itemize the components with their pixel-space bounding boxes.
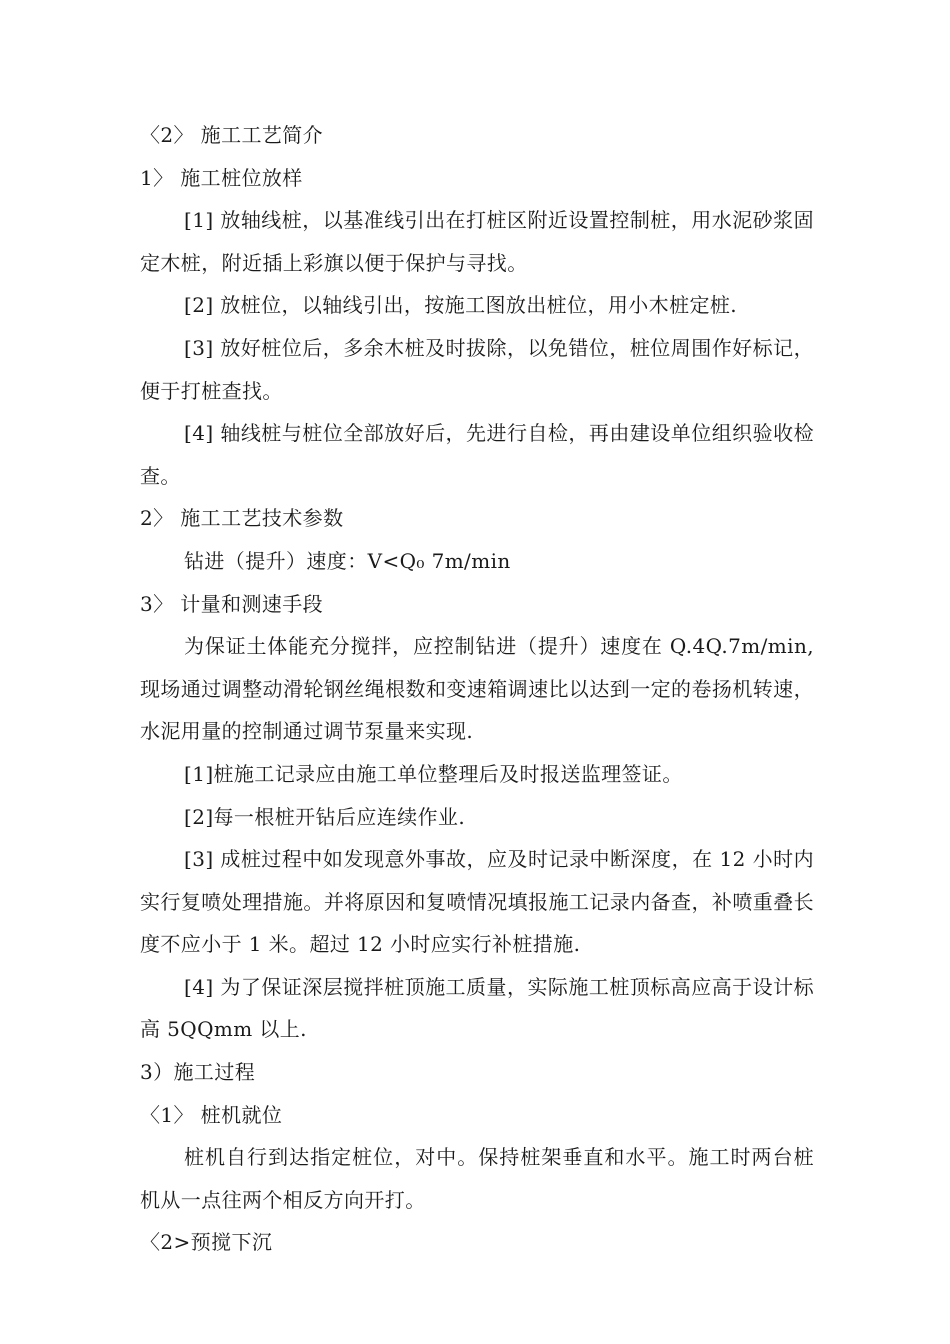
paragraph-axis-pile: [1] 放轴线桩，以基准线引出在打桩区附近设置控制桩，用水泥砂浆固定木桩，附近插上彩旗以便于保护与寻找。 [140,208,814,275]
paragraph-pile-position: [2] 放桩位，以轴线引出，按施工图放出桩位，用小木桩定桩. [184,293,738,318]
paragraph-pile-top-elevation: [4] 为了保证深层搅拌桩顶施工质量，实际施工桩顶标高应高于设计标高 5QQmm 以上. [140,974,814,1042]
section-heading-construction-process: 3）施工过程 [140,1060,256,1085]
section-heading-construction-process-intro: 〈2〉 施工工艺简介 [140,123,324,147]
paragraph-construction-records: [1]桩施工记录应由施工单位整理后及时报送监理签证。 [184,761,683,786]
paragraph-self-inspection: [4] 轴线桩与桩位全部放好后，先进行自检，再由建设单位组织验收检查。 [140,421,814,488]
subsection-heading-pre-mixing-sinking: 〈2>预搅下沉 [140,1230,273,1255]
paragraph-speed-control: 为保证土体能充分搅拌，应控制钻进（提升）速度在 Q.4Q.7m/min,现场通过调整动滑轮钢丝绳根数和变速箱调速比以达到一定的卷扬机转速，水泥用量的控制通过调节泵量来实现. [140,634,814,744]
paragraph-rig-positioning: 桩机自行到达指定桩位，对中。保持桩架垂直和水平。施工时两台桩机从一点往两个相反方向开打。 [140,1145,814,1212]
paragraph-continuous-work: [2]每一根桩开钻后应连续作业. [184,804,466,829]
paragraph-drilling-speed: 钻进（提升）速度：V<Q₀ 7m/min [184,548,511,573]
paragraph-accident-handling: [3] 成桩过程中如发现意外事故，应及时记录中断深度，在 12 小时内实行复喷处理措施。并将原因和复喷情况填报施工记录内备查，补喷重叠长度不应小于 1 米。超过 12 小时应实行补桩措施. [140,847,814,957]
subsection-heading-measurement: 3〉 计量和测速手段 [140,591,324,616]
subsection-heading-rig-positioning: 〈1〉 桩机就位 [140,1102,283,1127]
paragraph-remove-extra-stakes: [3] 放好桩位后，多余木桩及时拔除，以免错位，桩位周围作好标记，便于打桩查找。 [140,335,814,403]
subsection-heading-technical-parameters: 2〉 施工工艺技术参数 [140,506,344,531]
subsection-heading-pile-layout: 1〉 施工桩位放样 [140,165,303,190]
